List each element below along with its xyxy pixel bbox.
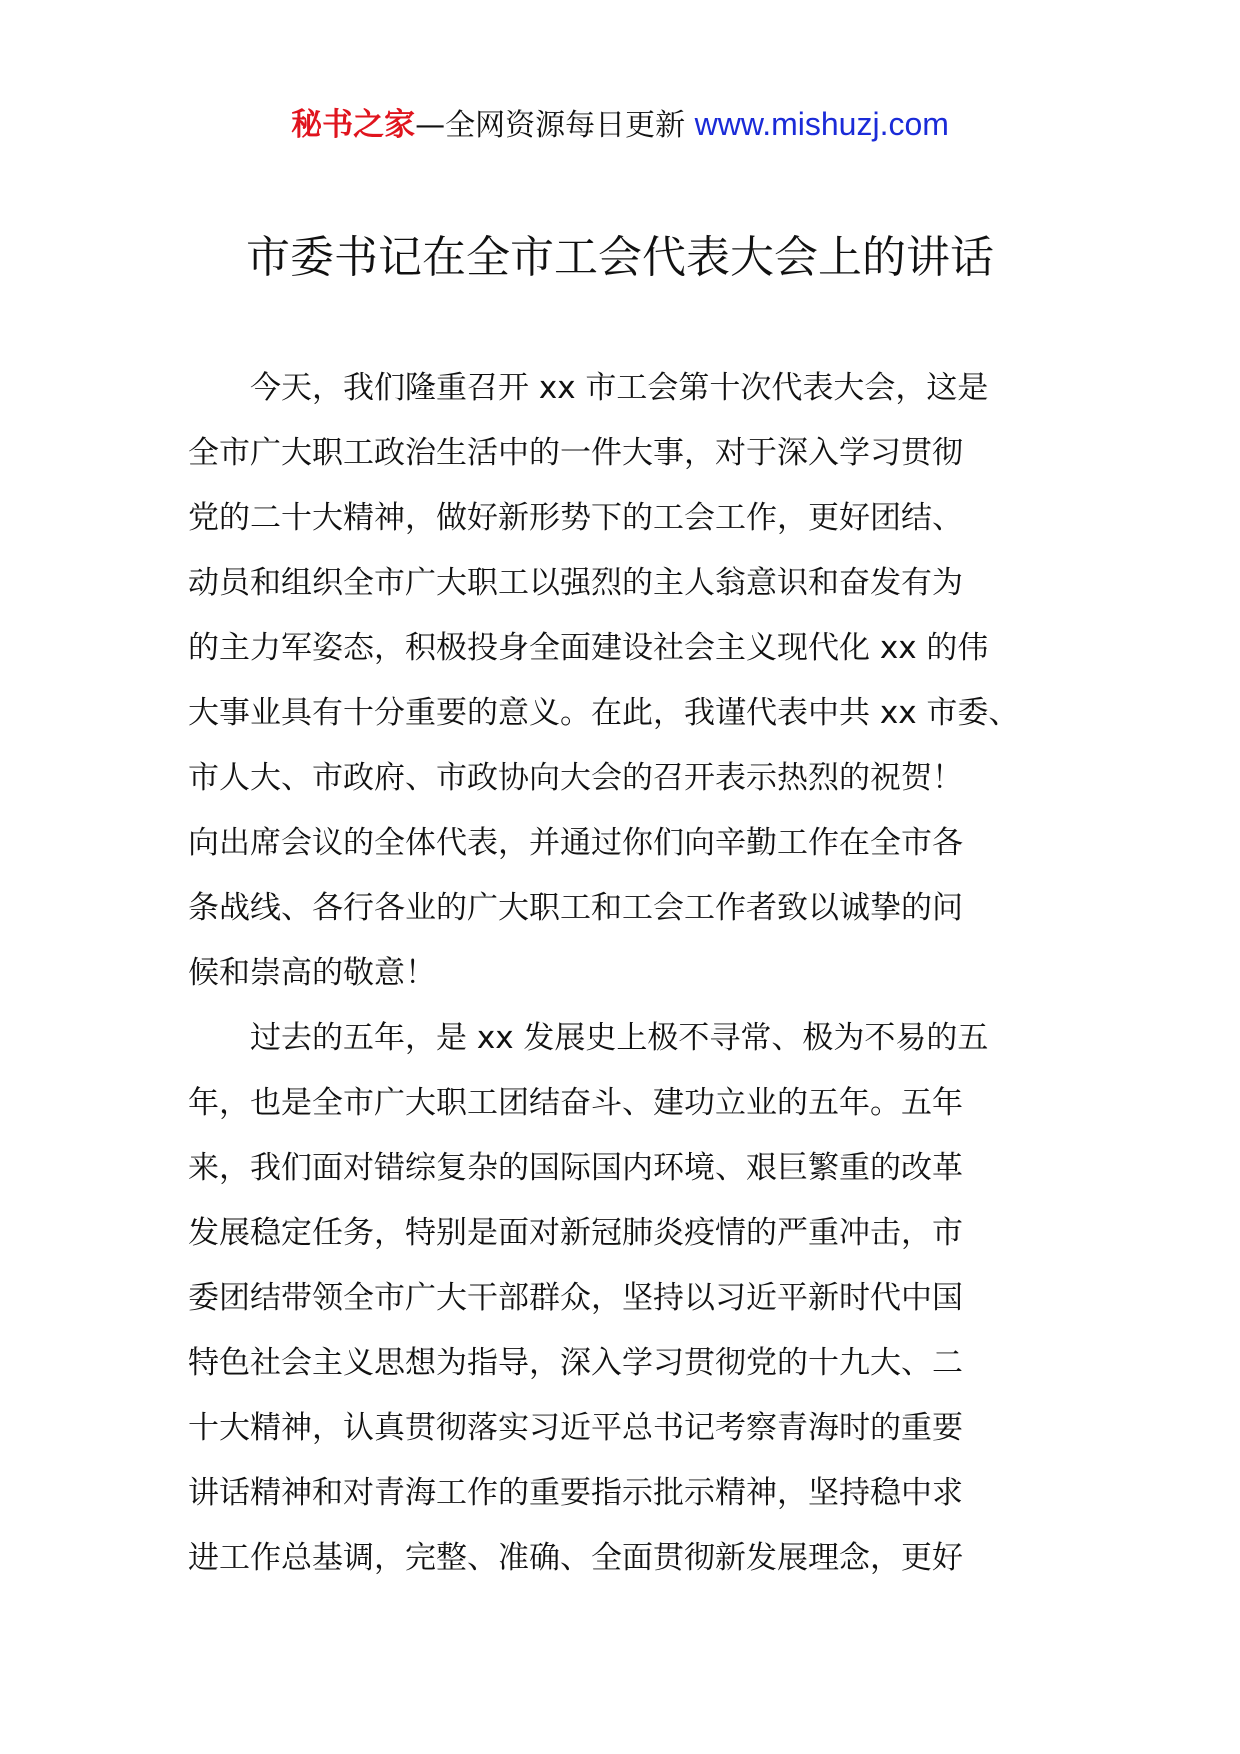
- text-line: 委团结带领全市广大干部群众，坚持以习近平新时代中国: [188, 1280, 963, 1316]
- site-slogan: —全网资源每日更新: [415, 108, 695, 143]
- text-line: 党的二十大精神，做好新形势下的工会工作，更好团结、: [188, 500, 963, 536]
- text-line: 全市广大职工政治生活中的一件大事，对于深入学习贯彻: [188, 435, 963, 471]
- text-line: 条战线、各行各业的广大职工和工会工作者致以诚挚的问: [188, 890, 963, 926]
- site-brand: 秘书之家: [291, 107, 416, 143]
- text-line: 发展稳定任务，特别是面对新冠肺炎疫情的严重冲击，市: [188, 1215, 963, 1251]
- text-line: 市人大、市政府、市政协向大会的召开表示热烈的祝贺！: [188, 760, 963, 796]
- document-body: [188, 356, 1068, 1591]
- text-line: 来，我们面对错综复杂的国际国内环境、艰巨繁重的改革: [188, 1150, 963, 1186]
- text-line: 特色社会主义思想为指导，深入学习贯彻党的十九大、二: [188, 1345, 963, 1381]
- site-url-link[interactable]: www.mishuzj.com: [694, 106, 949, 142]
- site-header: [0, 100, 1240, 150]
- document-title: 市委书记在全市工会代表大会上的讲话: [246, 232, 994, 283]
- text-line: 进工作总基调，完整、准确、全面贯彻新发展理念，更好: [188, 1540, 963, 1576]
- text-line: 候和崇高的敬意！: [188, 955, 436, 991]
- text-line: 年，也是全市广大职工团结奋斗、建功立业的五年。五年: [188, 1085, 963, 1121]
- text-line: 今天，我们隆重召开 xx 市工会第十次代表大会，这是: [250, 370, 989, 406]
- text-line: 的主力军姿态，积极投身全面建设社会主义现代化 xx 的伟: [188, 630, 989, 666]
- text-line: 过去的五年，是 xx 发展史上极不寻常、极为不易的五: [250, 1020, 989, 1056]
- text-line: 讲话精神和对青海工作的重要指示批示精神，坚持稳中求: [188, 1475, 963, 1511]
- text-line: 动员和组织全市广大职工以强烈的主人翁意识和奋发有为: [188, 565, 963, 601]
- text-line: 大事业具有十分重要的意义。在此，我谨代表中共 xx 市委、: [188, 695, 1020, 731]
- text-line: 十大精神，认真贯彻落实习近平总书记考察青海时的重要: [188, 1410, 963, 1446]
- text-line: 向出席会议的全体代表，并通过你们向辛勤工作在全市各: [188, 825, 963, 861]
